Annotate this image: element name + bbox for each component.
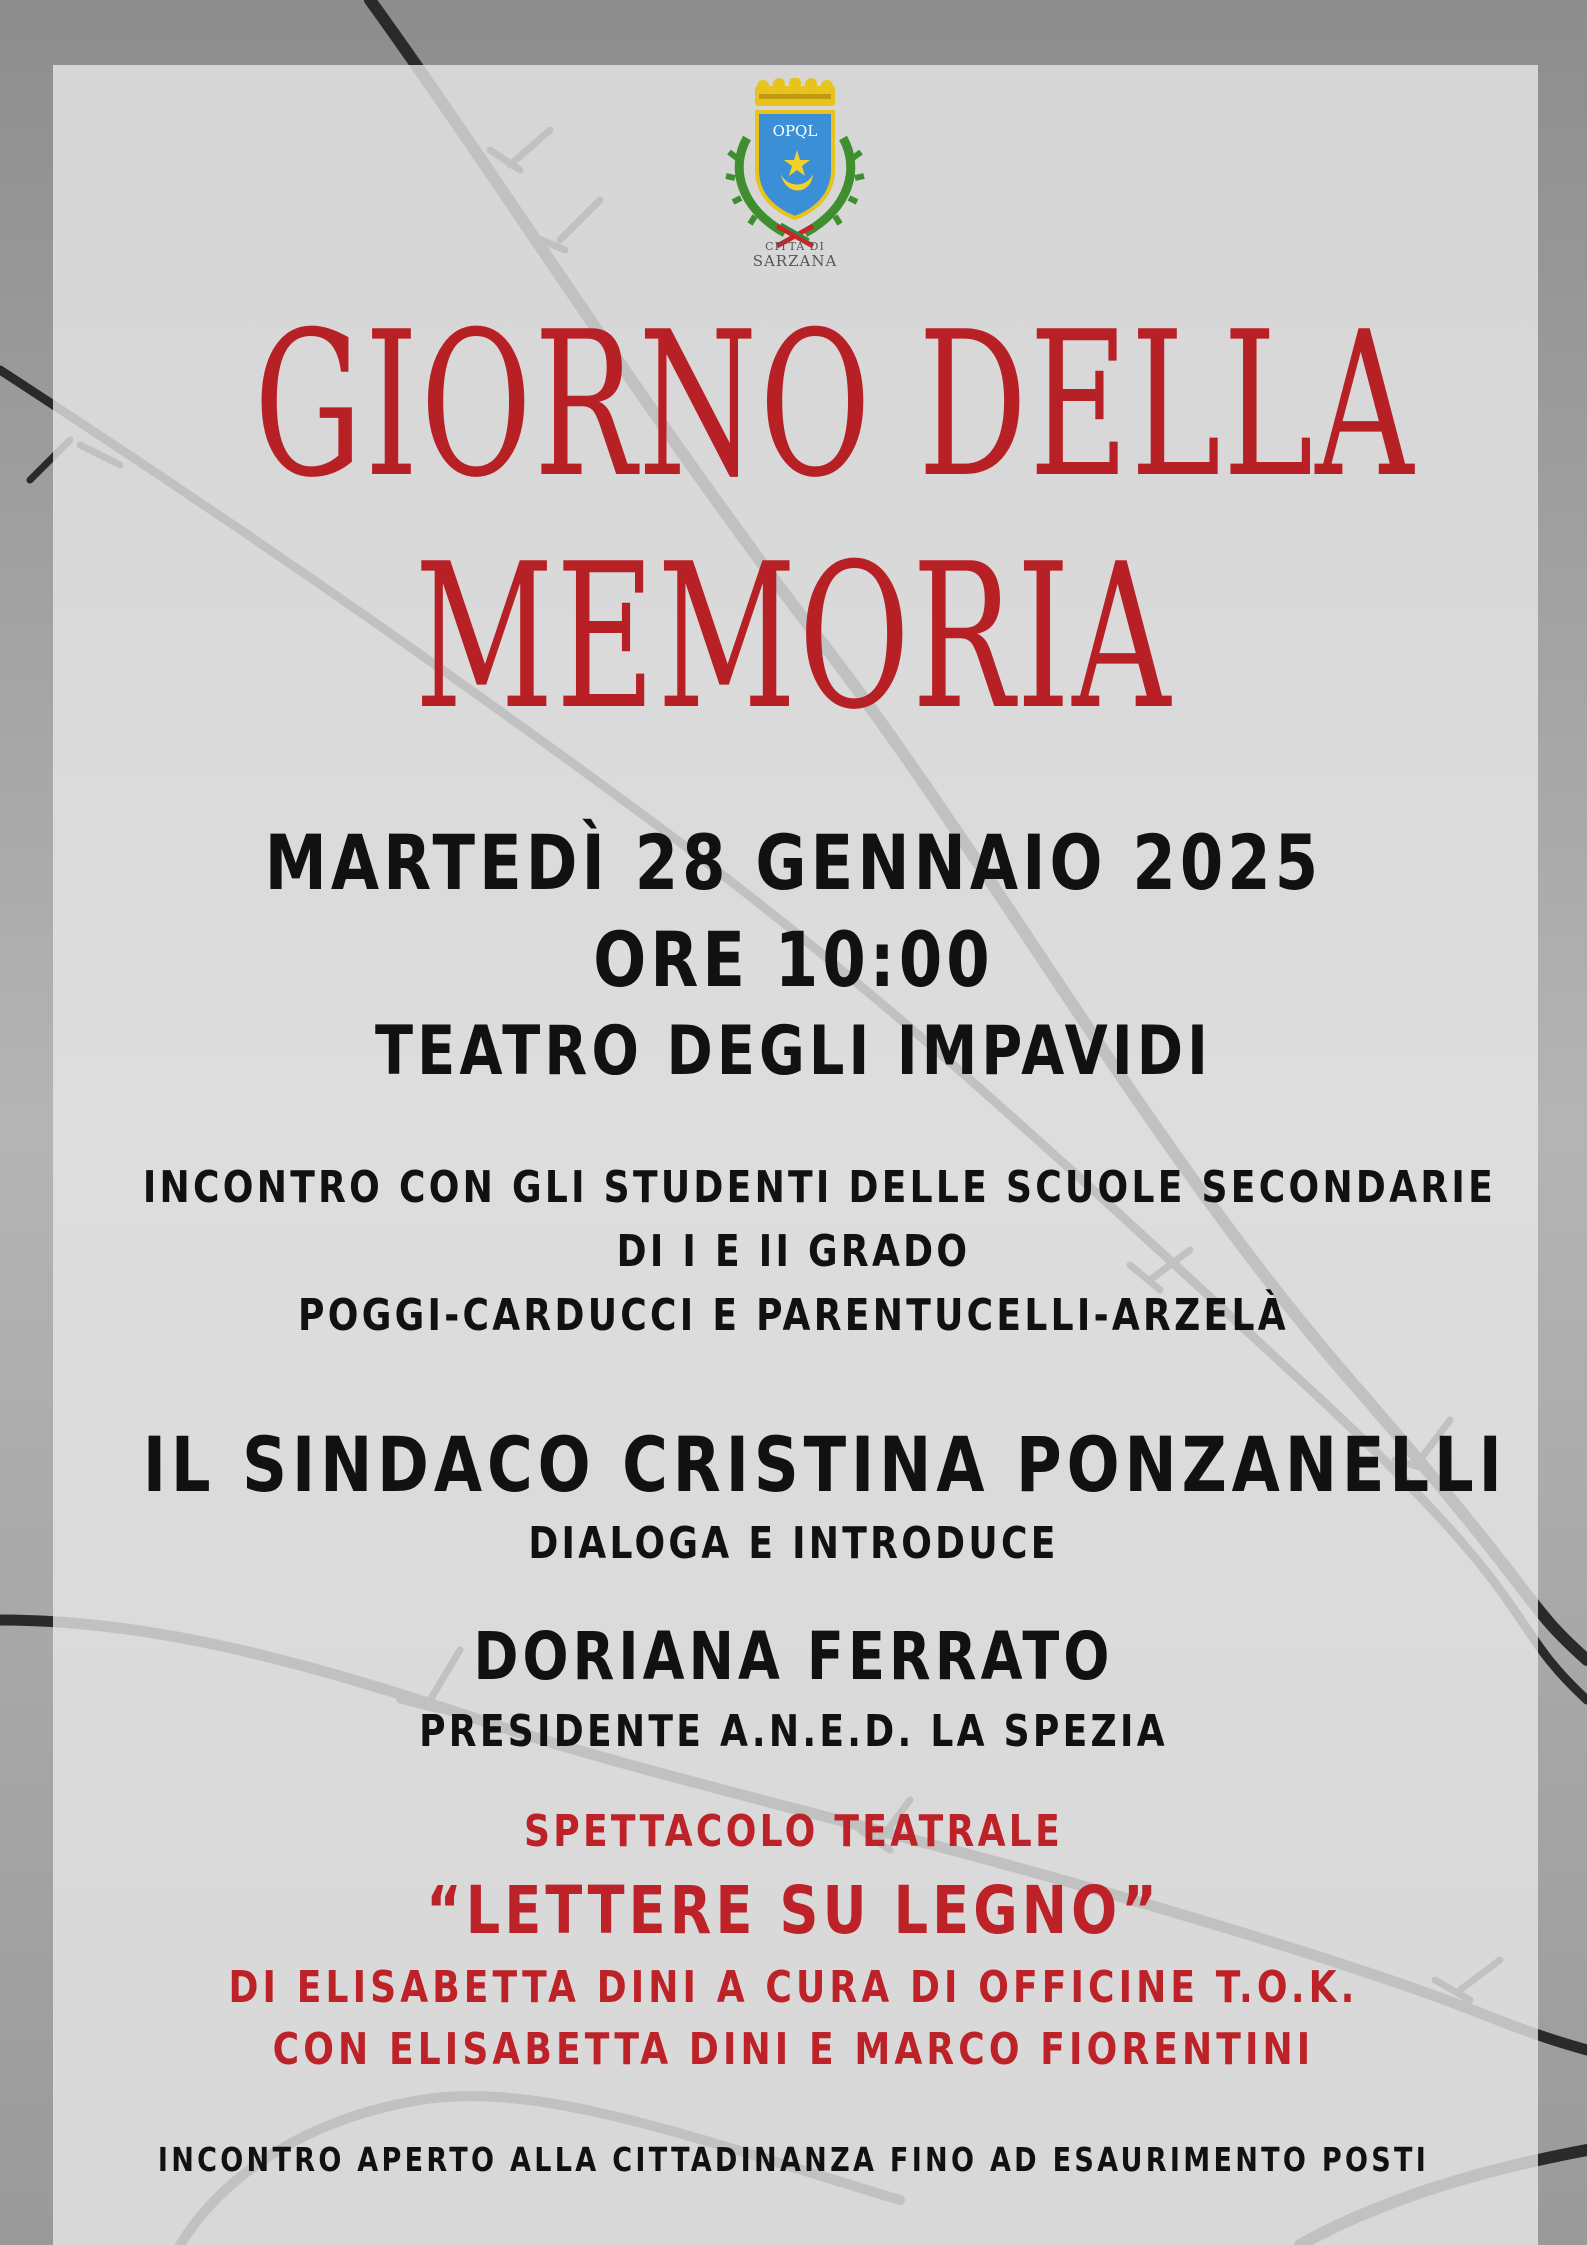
event-date: MARTEDÌ 28 GENNAIO 2025 [264,818,1323,907]
coat-of-arms-icon [715,78,875,248]
footer-note: INCONTRO APERTO ALLA CITTADINANZA FINO AD ESAURIMENTO POSTI [157,2140,1430,2179]
students-line-1: INCONTRO CON GLI STUDENTI DELLE SCUOLE SECONDARIE [142,1162,1497,1213]
title-line-2: MEMORIA [414,521,1173,754]
title-line-1: GIORNO DELLA [253,289,1416,522]
guest-role: PRESIDENTE A.N.E.D. LA SPEZIA [419,1706,1168,1757]
show-credit-2: CON ELISABETTA DINI E MARCO FIORENTINI [272,2024,1315,2075]
students-line-2: DI I E II GRADO [616,1226,971,1277]
show-title: “LETTERE SU LEGNO” [426,1872,1161,1949]
show-label: SPETTACOLO TEATRALE [524,1806,1063,1857]
svg-text:OPQL: OPQL [772,122,818,140]
guest-name: DORIANA FERRATO [473,1618,1114,1695]
students-line-3: POGGI-CARDUCCI E PARENTUCELLI-ARZELÀ [298,1290,1289,1341]
city-coat-of-arms [715,78,875,273]
mayor-role: DIALOGA E INTRODUCE [528,1518,1059,1569]
show-credit-1: DI ELISABETTA DINI A CURA DI OFFICINE T.O.K. [228,1962,1359,2013]
logo-caption-bottom: SARZANA [752,252,838,270]
event-time: ORE 10:00 [593,915,994,1004]
logo-caption-top: CITTÀ DI [765,240,825,253]
mayor-name: IL SINDACO CRISTINA PONZANELLI [142,1420,1507,1509]
event-venue: TEATRO DEGLI IMPAVIDI [375,1012,1212,1091]
